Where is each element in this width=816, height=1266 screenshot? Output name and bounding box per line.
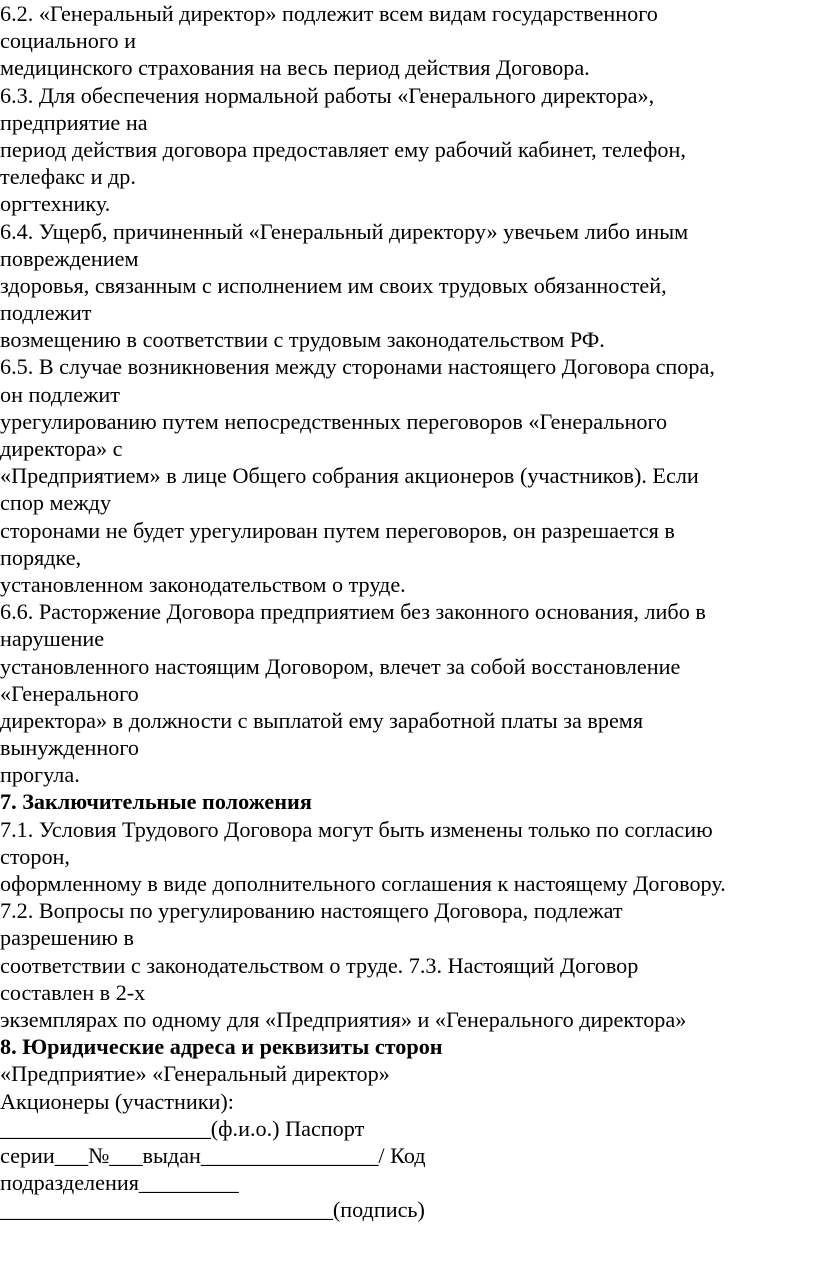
text-line: 6.4. Ущерб, причиненный «Генеральный директору» увечьем либо иным bbox=[0, 218, 689, 244]
text-line: разрешению в bbox=[0, 925, 134, 951]
text-line: подлежит bbox=[0, 300, 92, 326]
text-line: здоровья, связанным с исполнением им своих трудовых обязанностей, bbox=[0, 272, 667, 298]
text-line: ___________________(ф.и.о.) Паспорт bbox=[0, 1115, 365, 1141]
text-line: он подлежит bbox=[0, 381, 120, 407]
text-line: 6.2. «Генеральный директор» подлежит всем видам государственного bbox=[0, 1, 658, 26]
text-line: социального и bbox=[0, 28, 136, 54]
text-line: соответствии с законодательством о труде. 7.3. Настоящий Договор bbox=[0, 952, 639, 978]
text-line: сторон, bbox=[0, 843, 70, 869]
text-line: 6.6. Расторжение Договора предприятием без законного основания, либо в bbox=[0, 599, 706, 625]
text-line: урегулированию путем непосредственных переговоров «Генерального bbox=[0, 408, 668, 434]
text-line: порядке, bbox=[0, 544, 82, 570]
text-line: Акционеры (участники): bbox=[0, 1088, 234, 1114]
text-line: возмещению в соответствии с трудовым законодательством РФ. bbox=[0, 327, 605, 353]
text-line: оформленному в виде дополнительного соглашения к настоящему Договору. bbox=[0, 871, 726, 896]
section-heading: 7. Заключительные положения bbox=[0, 789, 312, 815]
text-line: ______________________________(подпись) bbox=[0, 1197, 425, 1223]
text-line: «Генерального bbox=[0, 680, 139, 706]
text-line: установленного настоящим Договором, влечет за собой восстановление bbox=[0, 653, 681, 679]
text-line: вынужденного bbox=[0, 735, 140, 761]
text-line: составлен в 2-х bbox=[0, 979, 146, 1005]
text-line: нарушение bbox=[0, 626, 105, 652]
text-line: подразделения_________ bbox=[0, 1170, 239, 1196]
text-line: директора» в должности с выплатой ему заработной платы за время bbox=[0, 707, 644, 733]
text-line: медицинского страхования на весь период действия Договора. bbox=[0, 55, 590, 81]
text-line: директора» с bbox=[0, 436, 123, 461]
text-line: прогула. bbox=[0, 762, 80, 788]
text-line: повреждением bbox=[0, 245, 139, 271]
text-line: 7.2. Вопросы по урегулированию настоящего Договора, подлежат bbox=[0, 898, 623, 924]
text-line: предприятие на bbox=[0, 109, 148, 135]
text-line: оргтехнику. bbox=[0, 191, 111, 217]
text-line: спор между bbox=[0, 490, 112, 516]
text-line: установленном законодательством о труде. bbox=[0, 571, 406, 597]
text-line: 7.1. Условия Трудового Договора могут быть изменены только по согласию bbox=[0, 816, 713, 842]
text-line: серии___№___выдан________________/ Код bbox=[0, 1142, 426, 1168]
section-heading: 8. Юридические адреса и реквизиты сторон bbox=[0, 1034, 443, 1060]
text-line: «Предприятие» «Генеральный директор» bbox=[0, 1061, 390, 1087]
text-line: период действия договора предоставляет ему рабочий кабинет, телефон, bbox=[0, 136, 686, 162]
text-line: «Предприятием» в лице Общего собрания акционеров (участников). Если bbox=[0, 463, 699, 489]
text-line: экземплярах по одному для «Предприятия» и «Генерального директора» bbox=[0, 1006, 687, 1032]
text-line: сторонами не будет урегулирован путем переговоров, он разрешается в bbox=[0, 517, 675, 543]
text-line: 6.3. Для обеспечения нормальной работы «Генерального директора», bbox=[0, 82, 655, 108]
text-line: 6.5. В случае возникновения между сторонами настоящего Договора спора, bbox=[0, 354, 715, 380]
text-line: телефакс и др. bbox=[0, 164, 136, 190]
